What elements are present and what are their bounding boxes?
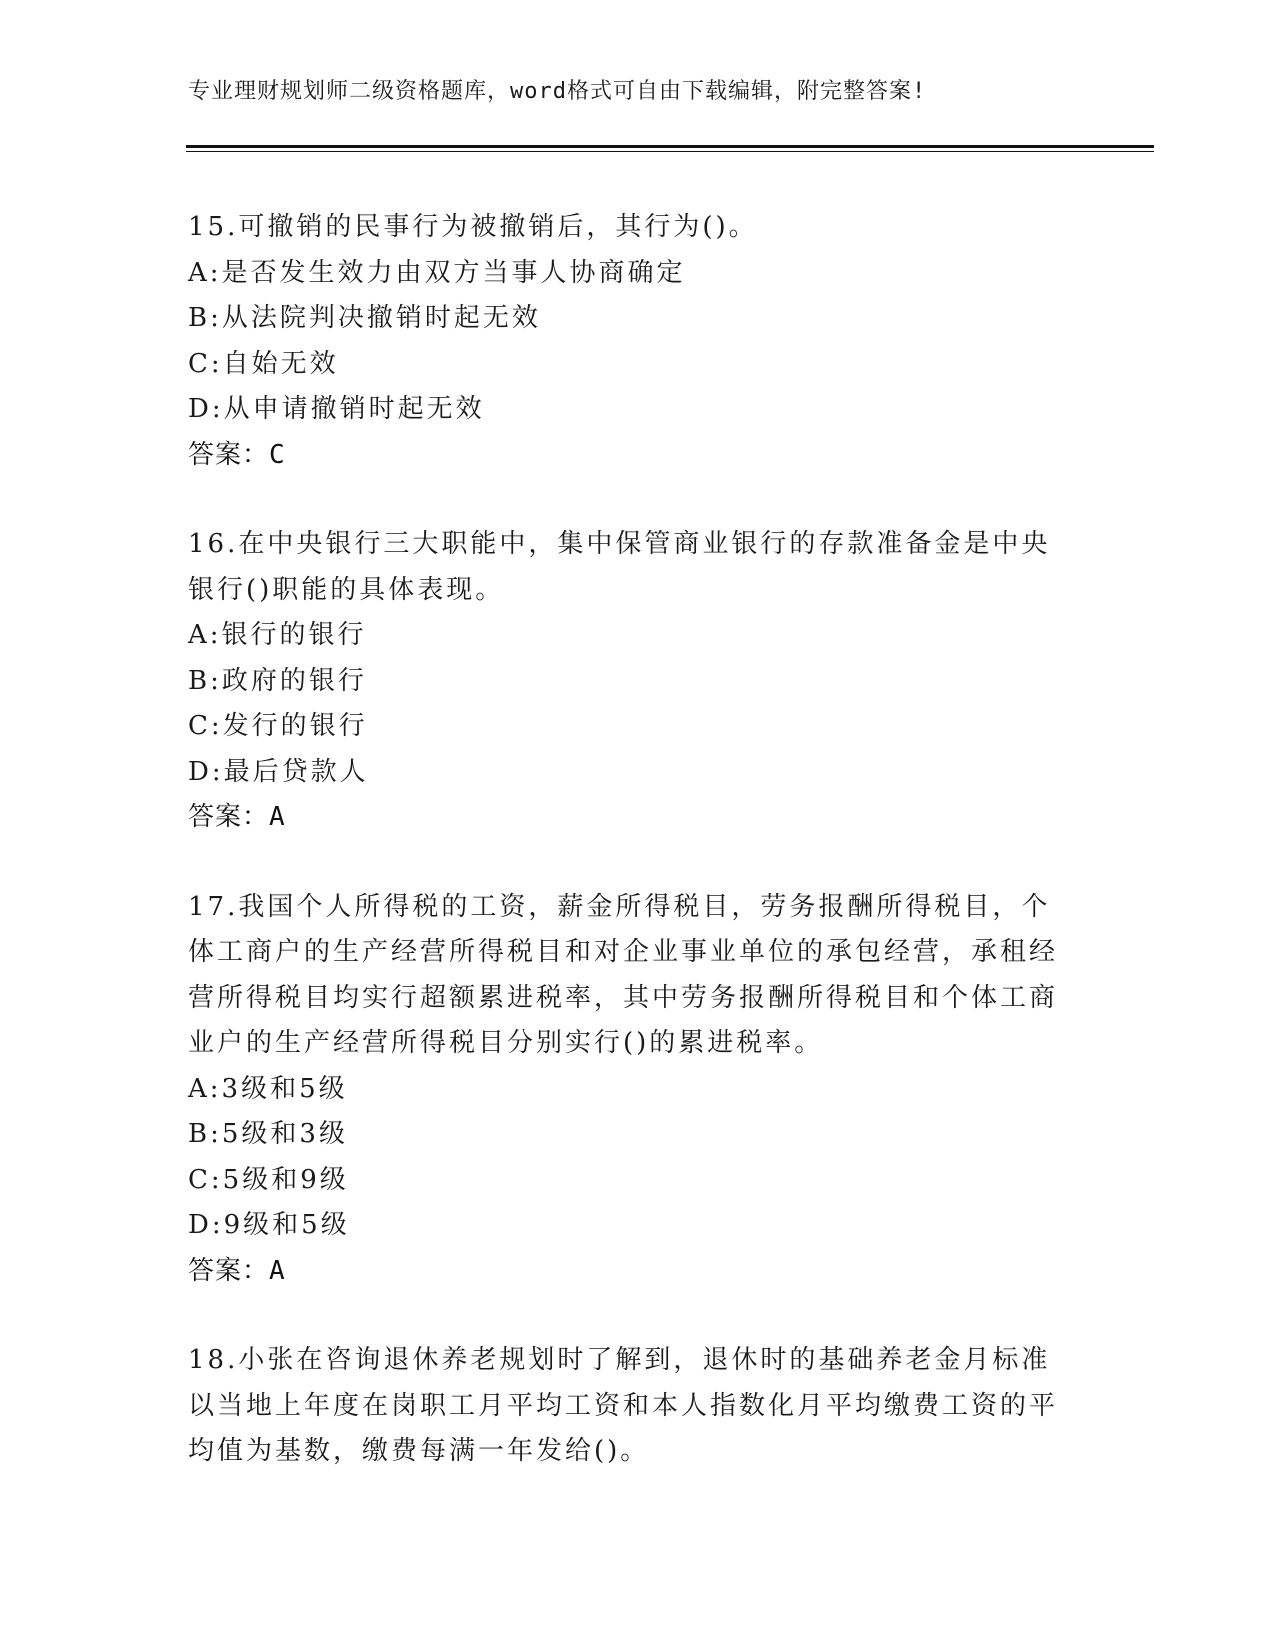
option-c: C:5级和9级	[188, 1164, 349, 1195]
option-c: C:自始无效	[188, 348, 339, 379]
option-b: B:5级和3级	[188, 1119, 348, 1149]
question-stem: 17.我国个人所得税的工资，薪金所得税目，劳务报酬所得税目，个体工商户的生产经营所得税目和对企业事业单位的承包经营，承租经营所得税目均实行超额累进税率，其中劳务报酬所得税目和个体工商业户的生产经营所得税目分别实行()的累进税率。	[188, 891, 1059, 1058]
question-stem: 15.可撤销的民事行为被撤销后，其行为()。	[188, 212, 758, 242]
option-d: D:从申请撤销时起无效	[188, 394, 485, 424]
header-rule-thin	[186, 151, 1154, 152]
question-18	[188, 1338, 1088, 1475]
question-stem: 16.在中央银行三大职能中，集中保管商业银行的存款准备金是中央银行()职能的具体表现。	[188, 529, 1051, 605]
option-d: D:9级和5级	[188, 1210, 350, 1240]
option-b: B:政府的银行	[188, 665, 367, 696]
question-15	[188, 205, 1088, 478]
option-c: C:发行的银行	[188, 711, 368, 741]
option-d: D:最后贷款人	[188, 756, 369, 787]
option-a: A:3级和5级	[188, 1073, 348, 1104]
option-a: A:是否发生效力由双方当事人协商确定	[188, 257, 686, 288]
answer-label: 答案：A	[188, 1255, 286, 1286]
answer-label: 答案：A	[188, 802, 286, 832]
header-rule-thick	[186, 145, 1154, 148]
question-stem: 18.小张在咨询退休养老规划时了解到，退休时的基础养老金月标准以当地上年度在岗职工月平均工资和本人指数化月平均缴费工资的平均值为基数，缴费每满一年发给()。	[188, 1345, 1059, 1466]
question-17	[188, 885, 1088, 1295]
page-header: 专业理财规划师二级资格题库，word格式可自由下载编辑，附完整答案!	[188, 79, 927, 104]
question-16	[188, 522, 1088, 841]
option-b: B:从法院判决撤销时起无效	[188, 303, 541, 333]
question-list	[188, 205, 1088, 1519]
answer-label: 答案：C	[188, 439, 286, 470]
option-a: A:银行的银行	[188, 620, 367, 650]
